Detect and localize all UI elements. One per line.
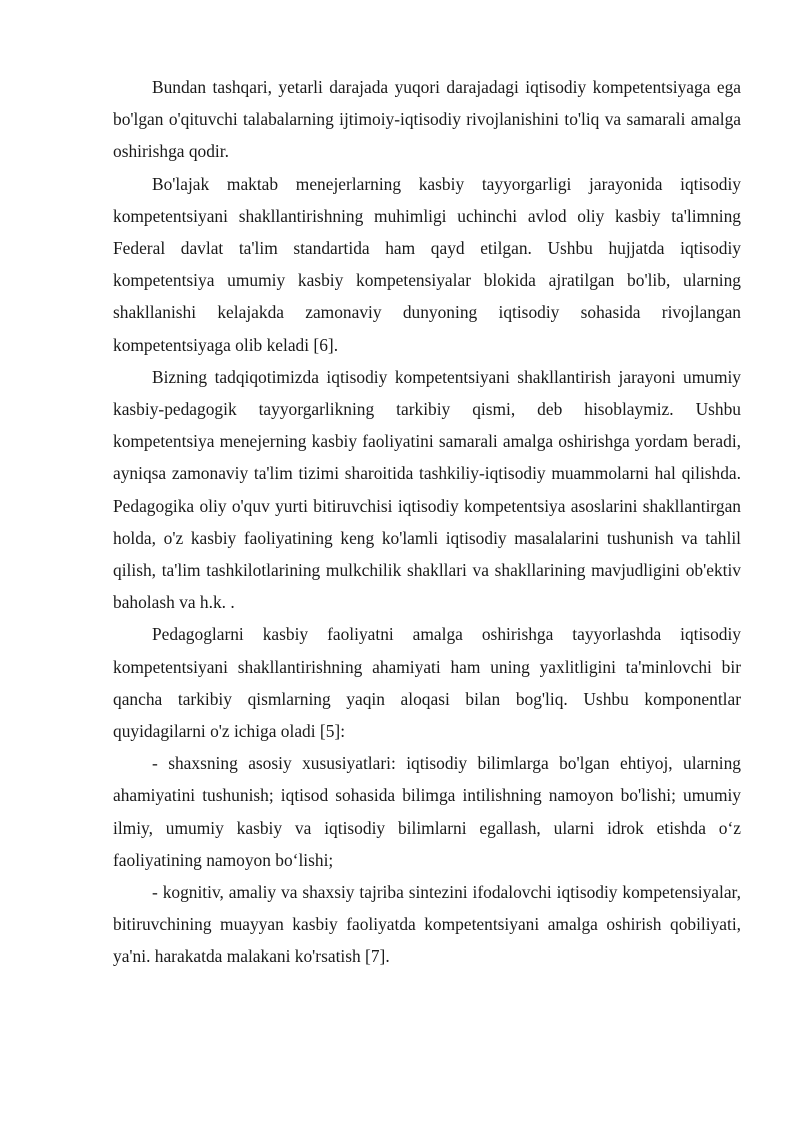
paragraph-components-intro: Pedagoglarni kasbiy faoliyatni amalga oshirishga tayyorlashda iqtisodiy kompetentsiyani shakllantirishning ahamiyati ham uning yaxlitligini ta'minlovchi bir qancha tarkibiy qismlarning yaqin aloqasi bilan bog'liq. Ushbu komponentlar quyidagilarni o'z ichiga oladi [5]: (113, 624, 741, 742)
paragraph-research-process: Bizning tadqiqotimizda iqtisodiy kompetentsiyani shakllantirish jarayoni umumiy kasbiy-pedagogik tayyorgarlikning tarkibiy qismi, deb hisoblaymiz. Ushbu kompetentsiya menejerning kasbiy faoliyatini samarali amalga oshirishga yordam beradi, ayniqsa zamonaviy ta'lim tizimi sharoitida tashkiliy-iqtisodiy muammolarni hal qilishda. Pedagogika oliy o'quv yurti bitiruvchisi iqtisodiy kompetentsiya asoslarini shakllantirgan holda, o'z kasbiy faoliyatining keng ko'lamli iqtisodiy masalalarini tushunish va tahlil qilish, ta'lim tashkilotlarining mulkchilik shakllari va shakllarining mavjudligini ob'ektiv baholash va h.k. . (113, 366, 741, 613)
paragraph-competence-teacher: Bundan tashqari, yetarli darajada yuqori darajadagi iqtisodiy kompetentsiyaga ega bo'lgan o'qituvchi talabalarning ijtimoiy-iqtisodiy rivojlanishini to'liq va samarali amalga oshirishga qodir. (113, 77, 741, 162)
list-item-cognitive-competence: - kognitiv, amaliy va shaxsiy tajriba sintezini ifodalovchi iqtisodiy kompetensiyalar, bitiruvchining muayyan kasbiy faoliyatda kompetentsiyani amalga oshirish qobiliyati, ya'ni. harakatda malakani ko'rsatish [7]. (113, 882, 741, 967)
list-item-personal-traits: - shaxsning asosiy xususiyatlari: iqtisodiy bilimlarga bo'lgan ehtiyoj, ularning ahamiyatini tushunish; iqtisod sohasida bilimga intilishning namoyon bo'lishi; umumiy ilmiy, umumiy kasbiy va iqtisodiy bilimlarni egallash, ularni idrok etishda o‘z faoliyatining namoyon bo‘lishi; (113, 753, 741, 870)
paragraph-federal-standard: Bo'lajak maktab menejerlarning kasbiy tayyorgarligi jarayonida iqtisodiy kompetentsiyani shakllantirishning muhimligi uchinchi avlod oliy kasbiy ta'limning Federal davlat ta'lim standartida ham qayd etilgan. Ushbu hujjatda iqtisodiy kompetentsiya umumiy kasbiy kompetensiyalar blokida ajratilgan bo'lib, ularning shakllanishi kelajakda zamonaviy dunyoning iqtisodiy sohasida rivojlangan kompetentsiyaga olib keladi [6]. (113, 173, 741, 355)
document-body (113, 71, 741, 973)
